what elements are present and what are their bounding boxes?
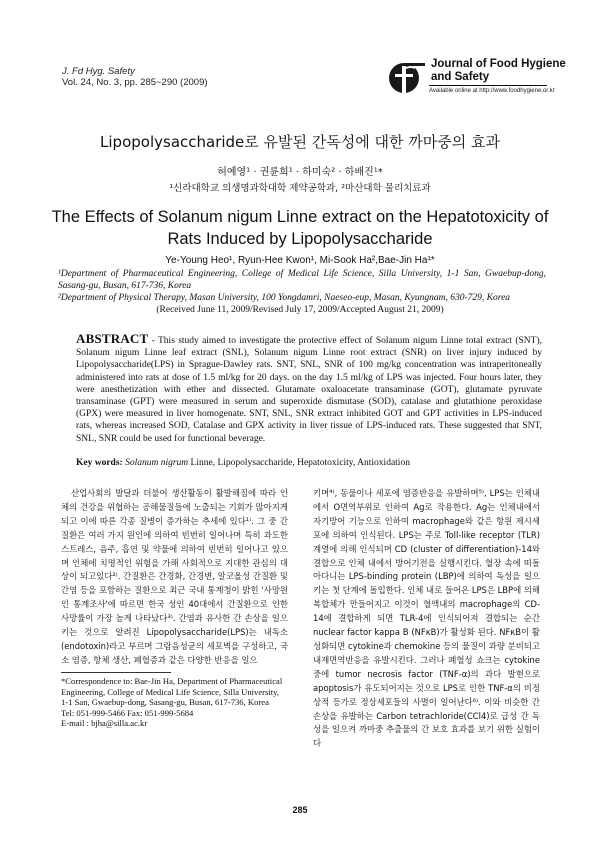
journal-name-line2: and Safety bbox=[431, 71, 490, 83]
affiliation-2: ²Department of Physical Therapy, Masan University, 100 Yongdamri, Naeseo-eup, Masan, Kyungnam, 630-729, Korea bbox=[58, 293, 511, 303]
keywords-rest: Linne, Lipopolysaccharide, Hepatotoxicity, Antioxidation bbox=[188, 458, 410, 468]
correspondence-footnote bbox=[61, 676, 288, 729]
journal-logo-icon bbox=[387, 60, 425, 96]
abstract bbox=[76, 333, 542, 445]
english-title: The Effects of Solanum nigum Linne extract on the Hepatotoxicity of Rats Induced by Lipopolysaccharide bbox=[51, 208, 549, 248]
journal-citation bbox=[62, 66, 208, 88]
footnote-divider bbox=[61, 672, 171, 673]
page-number: 285 bbox=[292, 805, 308, 815]
footnote-line2: Tel: 051-999-5466 Fax: 051-999-5684 bbox=[61, 707, 194, 718]
korean-title: Lipopolysaccharide로 유발된 간독성에 대한 까마중의 효과 bbox=[100, 133, 500, 151]
journal-name bbox=[431, 58, 566, 84]
volume-info: Vol. 24, No. 3, pp. 285~290 (2009) bbox=[62, 77, 208, 88]
journal-divider bbox=[429, 85, 547, 86]
body-right-column: 키며⁴⁾, 동물이나 세포에 염증반응을 유발하며⁵⁾, LPS는 인체내에서 O면역부위로 인하여 Ag로 작용한다. Ag는 인체내에서 자기방어 기능으로 인하여 macrophage와 같은 항원 제시세포에 의하여 인식된다. LPS는 주로 Toll-like receptor (TLR)계열에 의해 인식되며 CD (cluster of differentiation)-14와 결합으로 인체 내에서 방어기전을 실행시킨다. 혈장 속에 떠돌아다니는 LPS-binding protein (LBP)에 의하여 독성을 일으키는 첫 단계에 돌입한다. 인체 내로 들어온 LPS은 LBP에 의해 복합체가 만들어지고 이것이 혈액내의 macrophage의 CD-14에 결합하게 되면 TLR-4에 인식되어져 결합되는 순간 nuclear factor kappa B (NFκB)가 활성화 된다. NFκB이 활성화되면 cytokine과 chemokine 등의 물질이 과량 분비되고 내재면역반응을 유발시킨다. 그러나 폐혈성 쇼크는 cytokine중에 tumor necrosis factor (TNF-α)의 과다 발현으로 apoptosis가 유도되어지는 것으로 LPS로 인한 TNF-α의 비정상적 등가로 정상세포들의 사멸이 일어난다⁶⁾. 이와 비슷한 간손상을 유발하는 Carbon tetrachloride(CCl4)로 급성 간 독성을 일으켜 까마중 추출물의 간 보호 효과를 보기 위한 실험이 다 bbox=[313, 488, 541, 749]
abstract-label: ABSTRACT bbox=[76, 331, 149, 346]
body-left-column: 산업사회의 발달과 더불어 생산활동이 활발해짐에 따라 인체의 건강을 위협하는 공해물질들에 노출되는 기회가 많아지게 되고 이에 따른 각종 질병이 증가하는 추세에 있다¹⁾. 그 중 간질환은 여러 가지 원인에 의하여 빈번히 일어나며 특히 과도한 스트레스, 음주, 흡연 및 약물에 의하여 빈번히 일어나고 있으며 인체에 치명적인 위험을 가해 사회적으로 지대한 관심의 대상이 되고있다²⁾. 간질환은 간경화, 간경변, 알코올성 간질환 및 간염 등을 포함하는 질환으로 최근 국내 통계청이 밝힌 '사망원인 통계조사'에 따르면 한국 성인 40대에서 간질환으로 인한 사망률이 가장 높게 나타났다³⁾. 간염과 유사한 간 손상을 일으키는 것으로 알려진 Lipopolysaccharide(LPS)는 내독소(endotoxin)라고 부르며 그람음성균의 세포벽을 구성하고, 국소 염증, 항체 생산, 폐혈증과 같은 다양한 반응을 일으 bbox=[61, 488, 288, 665]
korean-affiliation: ¹신라대학교 의생명과학대학 제약공학과, ²마산대학 물리치료과 bbox=[169, 183, 431, 194]
english-authors: Ye-Young Heo¹, Ryun-Hee Kwon¹, Mi-Sook Ha²,Bae-Jin Ha¹* bbox=[165, 255, 435, 266]
affiliation-1: ¹Department of Pharmaceutical Engineering, College of Medical Life Science, Silla University, 1-1 San, Gwaebup-dong, Sasang-gu, Busan, 617-736, Korea bbox=[58, 269, 546, 291]
abstract-text: - This study aimed to investigate the protective effect of Solanum nigum Linne total extract (SNT), Solanum nigum Linne leaf extract (SNL), Solanum nigum Linne root extract (SNR) on liver injury induced by Lipopolysaccharide(LPS) in Sprague-Dawley rats. SNT, SNL, SNR of 100 mg/kg concentration was intraperitoneally administered into rats at dose of 1.5 ml/kg for 20 days. on the day 1.5 ml/kg of LPS was injected. Four hours later, they were anesthetization with ether and dissected. Glutamate oxaloacetate transaminase (GOT), glutamate pyruvate transaminase (GPT) were measured in serum and superoxide dismutase (SOD), catalase and glutathione peroxidase (GPX) were measured in liver homogenate. SNT, SNL, SNR extract inhibited GOT and GPT activities in LPS-induced rats, whereas increased SOD, Catalase and GPX activity in liver tissue of LPS-induced rats. These suggested that SNT, SNL, SNR could be used for functional beverage. bbox=[76, 336, 542, 444]
journal-url: Available online at http://www.foodhygiene.or.kr bbox=[429, 88, 555, 94]
keywords-italic: Solanum nigrum bbox=[125, 458, 189, 468]
footnote-line1: *Correspondence to: Bae-Jin Ha, Department of Pharmaceutical Engineering, College of Medical Life Science, Silla University, 1-1 San, Gwaebup-dong, Sasang-gu, Busan, 617-736, Korea bbox=[61, 676, 283, 708]
korean-authors: 허예영¹ · 권륜희¹ · 하미숙² · 하배진¹* bbox=[217, 167, 383, 178]
journal-short-name: J. Fd Hyg. Safety bbox=[62, 66, 135, 77]
journal-name-line1: Journal of Food Hygiene bbox=[431, 58, 566, 70]
footnote-line3: E-mail : bjha@silla.ac.kr bbox=[61, 718, 148, 729]
keywords-label: Key words: bbox=[76, 458, 123, 468]
keywords bbox=[76, 458, 542, 468]
received-dates: (Received June 11, 2009/Revised July 17, 2009/Accepted August 21, 2009) bbox=[156, 305, 444, 315]
